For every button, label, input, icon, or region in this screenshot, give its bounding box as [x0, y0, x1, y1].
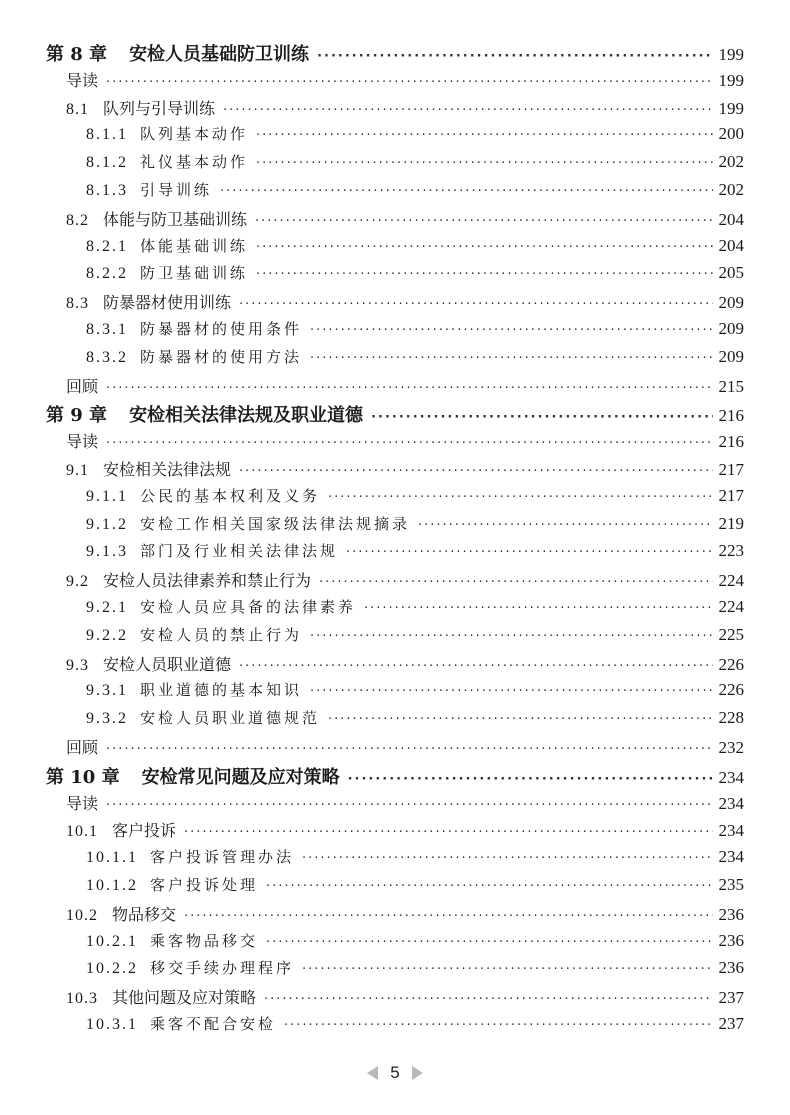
dot-leader — [348, 772, 713, 787]
toc-entry-number: 9.3 — [66, 657, 89, 674]
toc-entry-number: 10.1.1 — [86, 849, 138, 866]
toc-entry-page: 236 — [718, 931, 744, 950]
toc-entry-sub[interactable] — [0, 624, 790, 650]
toc-entry-title: 防暴器材的使用方法 — [140, 348, 303, 366]
page-footer — [0, 1062, 790, 1084]
dot-leader — [106, 381, 712, 396]
toc-entry-number: 8.1.1 — [86, 126, 128, 143]
dot-leader — [418, 518, 712, 533]
toc-entry-page: 224 — [718, 571, 744, 590]
toc-entry-section[interactable] — [0, 568, 790, 594]
toc-entry-number: 8.1.2 — [86, 154, 128, 171]
toc-entry-number: 9.1.1 — [86, 488, 128, 505]
dot-leader — [239, 464, 712, 479]
page-number: 5 — [390, 1063, 400, 1082]
toc-entry-page: 237 — [718, 988, 744, 1007]
toc-entry-title: 其他问题及应对策略 — [112, 988, 257, 1007]
dot-leader — [266, 935, 712, 950]
toc-entry-section[interactable] — [0, 985, 790, 1011]
toc-entry-title: 部门及行业相关法律法规 — [140, 542, 339, 560]
toc-entry-page: 228 — [718, 708, 744, 727]
toc-entry-title: 导读 — [66, 71, 99, 90]
toc-entry-sub[interactable] — [0, 485, 790, 511]
toc-entry-sub[interactable] — [0, 346, 790, 372]
toc-entry-title: 客户投诉处理 — [150, 876, 259, 894]
toc-entry-number: 10.2.2 — [86, 960, 138, 977]
toc-entry-number: 9.3.1 — [86, 682, 128, 699]
toc-entry-page: 204 — [718, 236, 744, 255]
toc-entry-page: 209 — [718, 347, 744, 366]
toc-entry-number: 8.1.3 — [86, 182, 128, 199]
toc-entry-page: 200 — [718, 124, 744, 143]
toc-entry-sub[interactable] — [0, 846, 790, 872]
toc-entry-page: 215 — [718, 377, 744, 396]
toc-entry-section[interactable] — [0, 902, 790, 928]
dot-leader — [106, 75, 712, 90]
toc-entry-number: 10.1 — [66, 823, 98, 840]
toc-entry-number: 9.2.1 — [86, 599, 128, 616]
toc-entry-sub[interactable] — [0, 235, 790, 261]
dot-leader — [184, 825, 712, 840]
toc-entry-title: 安检人员职业道德 — [103, 655, 232, 674]
dot-leader — [256, 240, 712, 255]
toc-entry-number: 8.3 — [66, 295, 89, 312]
toc-entry-title: 体能与防卫基础训练 — [103, 210, 248, 229]
toc-entry-intro[interactable] — [0, 791, 790, 817]
toc-entry-page: 223 — [718, 541, 744, 560]
dot-leader — [106, 742, 712, 757]
toc-entry-title: 安检人员职业道德规范 — [140, 709, 321, 727]
toc-entry-title: 安检常见问题及应对策略 — [141, 767, 340, 788]
toc-entry-title: 导读 — [66, 432, 99, 451]
toc-entry-number: 第 9 章 — [46, 405, 108, 426]
toc-entry-page: 236 — [718, 905, 744, 924]
toc-entry-sub[interactable] — [0, 930, 790, 956]
dot-leader — [220, 184, 712, 199]
toc-entry-number: 8.3.2 — [86, 349, 128, 366]
toc-entry-number: 10.1.2 — [86, 877, 138, 894]
dot-leader — [310, 684, 712, 699]
toc-entry-section[interactable] — [0, 652, 790, 678]
toc-entry-intro[interactable] — [0, 735, 790, 761]
toc-entry-title: 客户投诉 — [112, 821, 177, 840]
toc-entry-title: 导读 — [66, 794, 99, 813]
toc-entry-page: 199 — [718, 99, 744, 118]
toc-entry-page: 219 — [718, 514, 744, 533]
dot-leader — [317, 49, 712, 64]
toc-entry-title: 防暴器材使用训练 — [103, 293, 232, 312]
toc-entry-sub[interactable] — [0, 1013, 790, 1039]
dot-leader — [239, 659, 712, 674]
toc-entry-title: 引导训练 — [140, 181, 213, 199]
toc-entry-title: 回顾 — [66, 738, 99, 757]
dot-leader — [328, 490, 712, 505]
dot-leader — [256, 267, 712, 282]
dot-leader — [264, 992, 712, 1007]
toc-entry-page: 237 — [718, 1014, 744, 1033]
toc-entry-sub[interactable] — [0, 707, 790, 733]
dot-leader — [256, 128, 712, 143]
toc-entry-title: 移交手续办理程序 — [150, 959, 295, 977]
toc-entry-page: 216 — [718, 406, 744, 425]
toc-entry-section[interactable] — [0, 207, 790, 233]
toc-entry-sub[interactable] — [0, 513, 790, 539]
toc-entry-page: 199 — [718, 45, 744, 64]
toc-entry-page: 234 — [718, 821, 744, 840]
toc-entry-number: 8.1 — [66, 101, 89, 118]
toc-entry-section[interactable] — [0, 818, 790, 844]
toc-entry-page: 226 — [718, 655, 744, 674]
toc-entry-number: 8.2.1 — [86, 238, 128, 255]
toc-entry-number: 10.3 — [66, 990, 98, 1007]
dot-leader — [371, 410, 712, 425]
toc-entry-section[interactable] — [0, 96, 790, 122]
toc-entry-number: 8.2 — [66, 212, 89, 229]
dot-leader — [310, 629, 712, 644]
toc-entry-number: 9.1.3 — [86, 543, 128, 560]
toc-entry-sub[interactable] — [0, 596, 790, 622]
toc-entry-intro[interactable] — [0, 374, 790, 400]
toc-entry-title: 乘客不配合安检 — [150, 1015, 277, 1033]
toc-entry-sub[interactable] — [0, 874, 790, 900]
toc-entry-page: 217 — [718, 486, 744, 505]
toc-entry-number: 10.3.1 — [86, 1016, 138, 1033]
toc-entry-title: 体能基础训练 — [140, 237, 249, 255]
toc-entry-number: 9.2 — [66, 573, 89, 590]
toc-entry-page: 236 — [718, 958, 744, 977]
toc-entry-title: 安检人员基础防卫训练 — [129, 44, 310, 65]
toc-entry-page: 202 — [718, 152, 744, 171]
toc-entry-number: 第 8 章 — [46, 44, 108, 65]
toc-entry-number: 10.2 — [66, 907, 98, 924]
toc-entry-sub[interactable] — [0, 540, 790, 566]
toc-entry-title: 客户投诉管理办法 — [150, 848, 295, 866]
toc-entry-sub[interactable] — [0, 151, 790, 177]
next-page-icon[interactable] — [412, 1066, 423, 1080]
toc-entry-page: 199 — [718, 71, 744, 90]
dot-leader — [106, 436, 712, 451]
toc-entry-sub[interactable] — [0, 957, 790, 983]
toc-entry-page: 224 — [718, 597, 744, 616]
toc-entry-number: 第 10 章 — [46, 767, 120, 788]
toc-entry-title: 队列基本动作 — [140, 125, 249, 143]
dot-leader — [223, 103, 712, 118]
dot-leader — [310, 323, 712, 338]
toc-entry-number: 9.1 — [66, 462, 89, 479]
toc-entry-title: 安检人员应具备的法律素养 — [140, 598, 357, 616]
toc-entry-page: 209 — [718, 293, 744, 312]
toc-entry-page: 234 — [718, 768, 744, 787]
toc-entry-sub[interactable] — [0, 318, 790, 344]
toc-entry-title: 礼仪基本动作 — [140, 153, 249, 171]
toc-entry-section[interactable] — [0, 457, 790, 483]
dot-leader — [255, 214, 712, 229]
toc-entry-page: 202 — [718, 180, 744, 199]
dot-leader — [106, 798, 712, 813]
toc-entry-page: 225 — [718, 625, 744, 644]
toc-entry-page: 234 — [718, 794, 744, 813]
toc-entry-page: 204 — [718, 210, 744, 229]
toc-entry-title: 安检相关法律法规及职业道德 — [129, 405, 364, 426]
toc-entry-page: 226 — [718, 680, 744, 699]
toc-entry-number: 9.2.2 — [86, 627, 128, 644]
toc-entry-title: 职业道德的基本知识 — [140, 681, 303, 699]
dot-leader — [364, 601, 712, 616]
toc-entry-title: 物品移交 — [112, 905, 177, 924]
toc-entry-intro[interactable] — [0, 68, 790, 94]
toc-entry-page: 234 — [718, 847, 744, 866]
toc-entry-sub[interactable] — [0, 262, 790, 288]
toc-entry-sub[interactable] — [0, 123, 790, 149]
dot-leader — [284, 1018, 712, 1033]
dot-leader — [310, 351, 712, 366]
dot-leader — [256, 156, 712, 171]
previous-page-icon[interactable] — [367, 1066, 378, 1080]
toc-entry-title: 安检相关法律法规 — [103, 460, 232, 479]
toc-entry-number: 9.3.2 — [86, 710, 128, 727]
dot-leader — [346, 545, 712, 560]
toc-entry-number: 8.2.2 — [86, 265, 128, 282]
toc-entry-number: 8.3.1 — [86, 321, 128, 338]
toc-entry-intro[interactable] — [0, 429, 790, 455]
toc-entry-chapter[interactable] — [0, 763, 790, 789]
toc-entry-title: 回顾 — [66, 377, 99, 396]
dot-leader — [302, 851, 712, 866]
dot-leader — [239, 297, 712, 312]
toc-entry-page: 232 — [718, 738, 744, 757]
toc-entry-chapter[interactable] — [0, 40, 790, 66]
toc-entry-page: 216 — [718, 432, 744, 451]
toc-entry-section[interactable] — [0, 290, 790, 316]
dot-leader — [302, 962, 712, 977]
toc-entry-title: 安检人员法律素养和禁止行为 — [103, 571, 312, 590]
toc-entry-title: 防卫基础训练 — [140, 264, 249, 282]
toc-entry-page: 217 — [718, 460, 744, 479]
toc-entry-number: 9.1.2 — [86, 516, 128, 533]
toc-entry-page: 235 — [718, 875, 744, 894]
toc-entry-page: 205 — [718, 263, 744, 282]
dot-leader — [184, 909, 712, 924]
toc-entry-sub[interactable] — [0, 679, 790, 705]
toc-entry-page: 209 — [718, 319, 744, 338]
toc-entry-title: 安检人员的禁止行为 — [140, 626, 303, 644]
dot-leader — [266, 879, 712, 894]
toc-entry-title: 公民的基本权利及义务 — [140, 487, 321, 505]
toc-entry-title: 防暴器材的使用条件 — [140, 320, 303, 338]
toc-entry-title: 队列与引导训练 — [103, 99, 216, 118]
toc-entry-title: 安检工作相关国家级法律法规摘录 — [140, 515, 411, 533]
dot-leader — [319, 575, 712, 590]
toc-entry-number: 10.2.1 — [86, 933, 138, 950]
toc-entry-title: 乘客物品移交 — [150, 932, 259, 950]
toc-entry-chapter[interactable] — [0, 401, 790, 427]
toc-entry-sub[interactable] — [0, 179, 790, 205]
dot-leader — [328, 712, 712, 727]
